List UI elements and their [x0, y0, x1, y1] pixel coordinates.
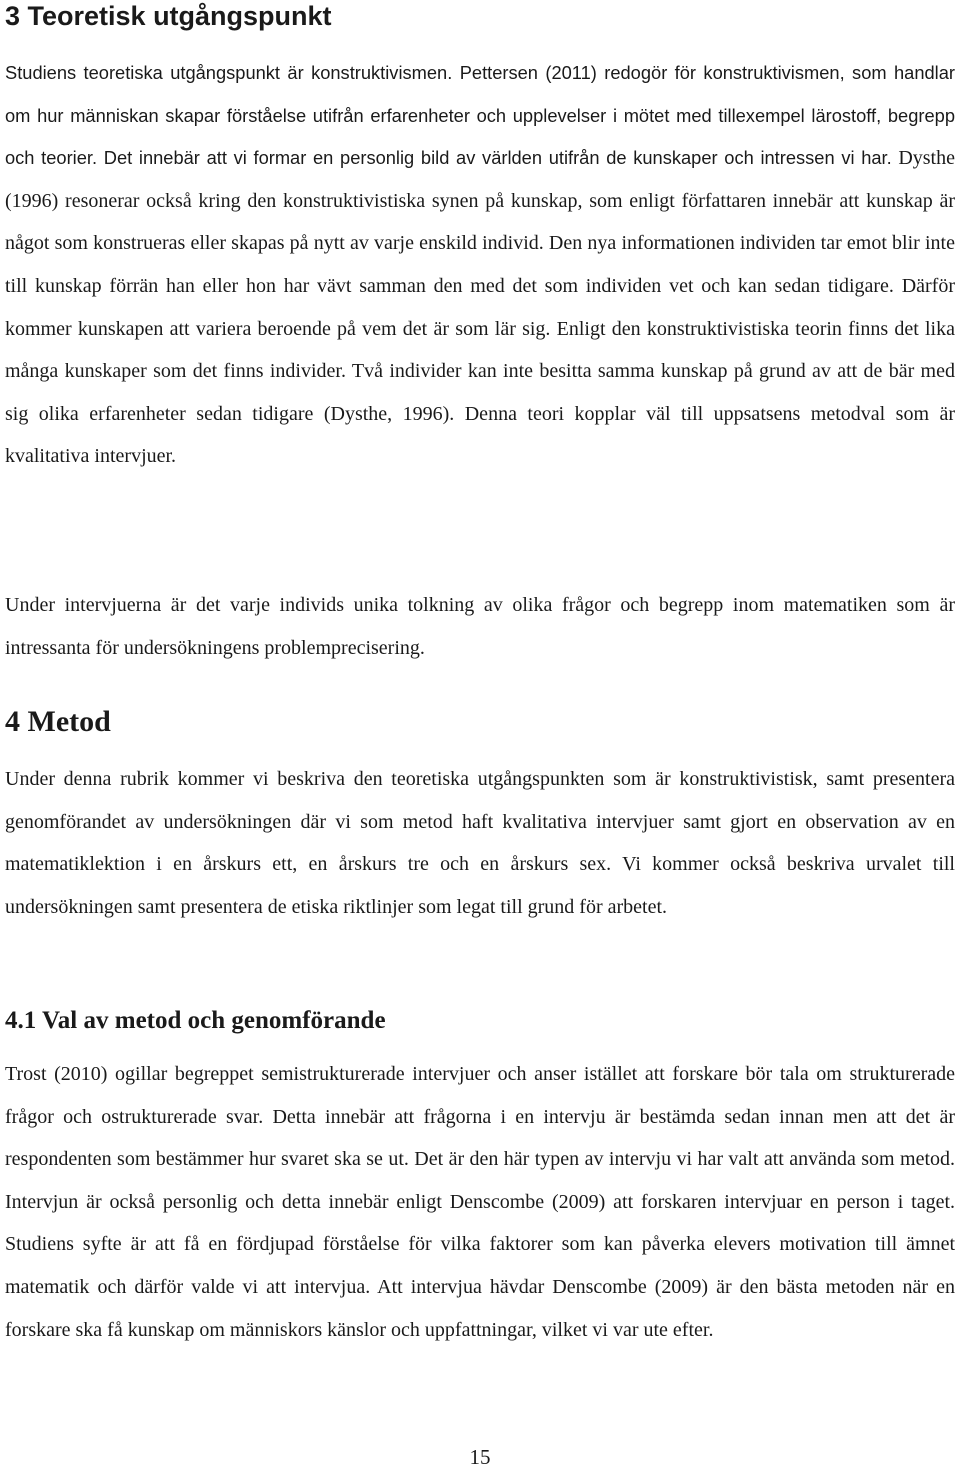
paragraph-theory-1-serif-part: Dysthe (1996) resonerar också kring den konstruktivistiska synen på kunskap, som enligt författaren innebär att kunskap är något som konstrueras eller skapas på nytt av varje enskild individ. Den nya informationen individen tar emot blir inte till kunskap förrän han eller hon har vävt samman den med det som individen vet och kan sedan tidigare. Därför kommer kunskapen att variera beroende på vem det är som lär sig. Enligt den konstruktivistiska teorin finns det lika många kunskaper som det finns individer. Två individer kan inte besitta samma kunskap på grund av att de bär med sig olika erfarenheter sedan tidigare (Dysthe, 1996). Denna teori kopplar väl till uppsatsens metodval som är kvalitativa intervjuer.: [5, 147, 955, 468]
paragraph-theory-2: Under intervjuerna är det varje individs unika tolkning av olika frågor och begrepp inom matematiken som är intressanta för undersökningens problemprecisering.: [5, 594, 955, 659]
paragraph-method: Under denna rubrik kommer vi beskriva den teoretiska utgångspunkten som är konstruktivistisk, samt presentera genomförandet av undersökningen där vi som metod haft kvalitativa intervjuer samt gjort en observation av en matematiklektion i en årskurs ett, en årskurs tre och en årskurs sex. Vi kommer också beskriva urvalet till undersökningen samt presentera de etiska riktlinjer som legat till grund för arbetet.: [5, 768, 955, 918]
page-number: 15: [469, 1445, 491, 1469]
section-heading-theory: 3 Teoretisk utgångspunkt: [5, 1, 332, 31]
paragraph-theory-1-sans-part: Studiens teoretiska utgångspunkt är konstruktivismen. Pettersen (2011) redogör för konstruktivismen, som handlar om hur människan skapar förståelse utifrån erfarenheter och upplevelser i mötet med tillexempel lärostoff, begrepp och teorier. Det innebär att vi formar en personlig bild av världen utifrån de kunskaper och intressen vi har.: [5, 62, 955, 169]
paragraph-theory-1: [5, 52, 955, 478]
paragraph-method-choice: Trost (2010) ogillar begreppet semistrukturerade intervjuer och anser istället att forskare bör tala om strukturerade frågor och ostrukturerade svar. Detta innebär att frågorna i en intervju är bestämda sedan innan men att det är respondenten som bestämmer hur svaret ska se ut. Det är den här typen av intervju vi har valt att använda som metod. Intervjun är också personlig och detta innebär enligt Denscombe (2009) att forskaren intervjuar en person i taget. Studiens syfte är att få en fördjupad förståelse för vilka faktorer som kan påverka elevers motivation till ämnet matematik och därför valde vi att intervjua. Att intervjua hävdar Denscombe (2009) är den bästa metoden när en forskare ska få kunskap om människors känslor och uppfattningar, vilket vi var ute efter.: [5, 1063, 955, 1341]
subsection-heading-method-choice: 4.1 Val av metod och genomförande: [5, 1007, 386, 1034]
section-heading-method: 4 Metod: [5, 705, 111, 738]
